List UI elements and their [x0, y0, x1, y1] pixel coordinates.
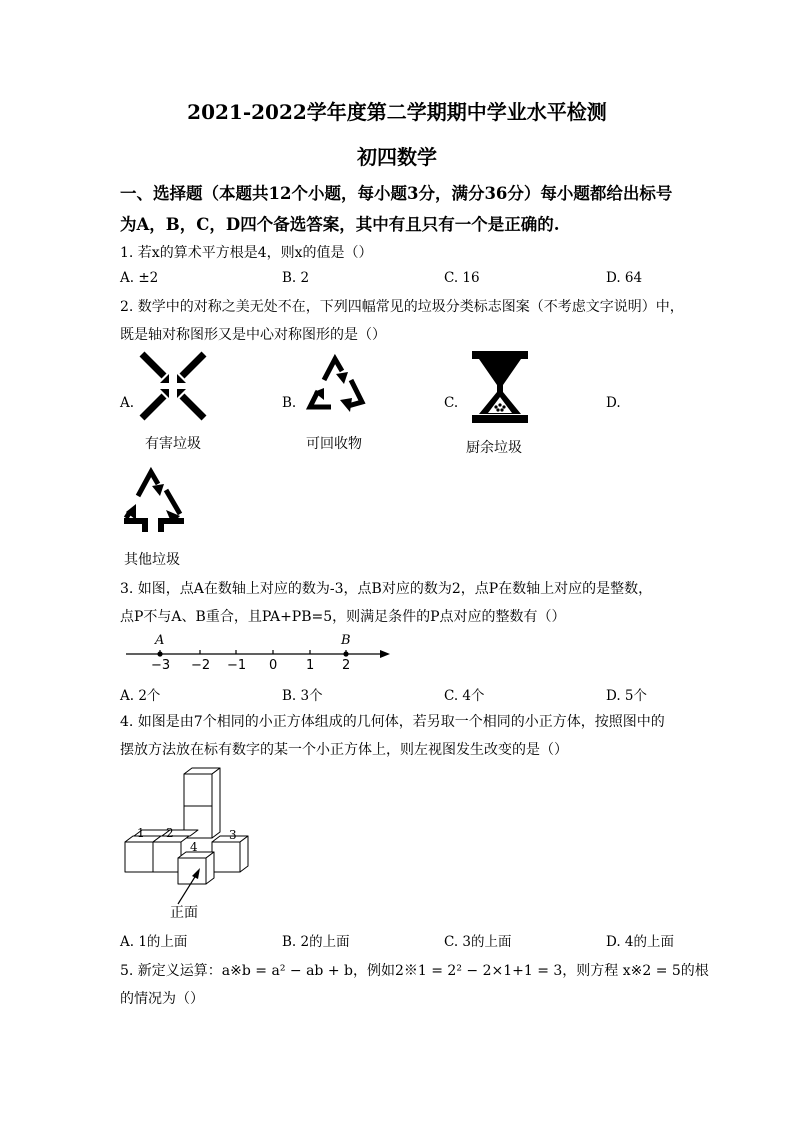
q4-option-b: B. 2的上面: [282, 934, 350, 950]
q4-option-d: D. 4的上面: [606, 934, 675, 950]
axis-tick-neg2: −2: [191, 658, 211, 673]
axis-label-a: A: [155, 633, 165, 648]
point-b-dot: [343, 651, 348, 656]
axis-tick-neg1: −1: [227, 658, 247, 673]
axis-tick-neg3: −3: [151, 658, 171, 673]
recyclable-waste-icon: [304, 350, 370, 414]
axis-tick-0: 0: [269, 658, 278, 673]
exam-title: 2021-2022学年度第二学期期中学业水平检测: [187, 100, 607, 124]
kitchen-waste-icon: [470, 350, 530, 424]
q1-option-d: D. 64: [606, 270, 643, 286]
axis-tick-1: 1: [306, 658, 315, 673]
caption-hazardous: 有害垃圾: [145, 436, 201, 452]
q2-option-b: B.: [282, 395, 297, 411]
q3-option-a: A. 2个: [120, 688, 161, 704]
q2-option-a: A.: [120, 395, 135, 411]
q3-stem-line1: 3. 如图，点A在数轴上对应的数为-3，点B对应的数为2，点P在数轴上对应的是整数，: [120, 581, 653, 597]
axis-label-b: B: [341, 633, 351, 648]
hazardous-waste-icon: [138, 350, 208, 422]
q4-stem-line1: 4. 如图是由7个相同的小正方体组成的几何体，若另取一个相同的小正方体，按照图中的: [120, 714, 665, 730]
q4-option-c: C. 3的上面: [444, 934, 512, 950]
q3-stem-line2: 点P不与A、B重合，且PA+PB=5，则满足条件的P点对应的整数有（）: [120, 609, 566, 625]
q1-option-c: C. 16: [444, 270, 480, 286]
point-a-dot: [157, 651, 162, 656]
q3-option-b: B. 3个: [282, 688, 323, 704]
section-heading-line1: 一、选择题（本题共12个小题，每小题3分，满分36分）每小题都给出标号: [120, 184, 673, 203]
section-heading-line2: 为A，B，C，D四个备选答案，其中有且只有一个是正确的.: [120, 215, 560, 234]
q5-stem-line2: 的情况为（）: [120, 991, 204, 1007]
cube-label-3: 3: [229, 828, 237, 842]
q1-stem: 1. 若x的算术平方根是4，则x的值是（）: [120, 245, 373, 261]
cube-label-2: 2: [166, 826, 174, 840]
q2-option-d: D.: [606, 395, 621, 411]
exam-subtitle: 初四数学: [357, 145, 437, 169]
q1-option-b: B. 2: [282, 270, 310, 286]
q1-option-a: A. ±2: [120, 270, 159, 286]
q4-stem-line2: 摆放方法放在标有数字的某一个小正方体上，则左视图发生改变的是（）: [120, 742, 568, 758]
front-view-label: 正面: [170, 905, 198, 921]
caption-other: 其他垃圾: [124, 552, 180, 568]
caption-recyclable: 可回收物: [306, 436, 362, 452]
q3-option-d: D. 5个: [606, 688, 648, 704]
q2-stem-line1: 2. 数学中的对称之美无处不在，下列四幅常见的垃圾分类标志图案（不考虑文字说明）中，: [120, 299, 684, 315]
q5-stem-line1: 5. 新定义运算：a※b = a² − ab + b，例如2※1 = 2² − 2×1+1 = 3，则方程 x※2 = 5的根: [120, 963, 709, 979]
q2-option-c: C.: [444, 395, 459, 411]
q2-stem-line2: 既是轴对称图形又是中心对称图形的是（）: [120, 327, 386, 343]
cube-label-4: 4: [190, 840, 198, 854]
cube-label-1: 1: [137, 826, 145, 840]
q3-option-c: C. 4个: [444, 688, 485, 704]
other-waste-icon: [122, 464, 186, 534]
caption-kitchen: 厨余垃圾: [466, 440, 522, 456]
q4-option-a: A. 1的上面: [120, 934, 188, 950]
axis-tick-2: 2: [342, 658, 351, 673]
